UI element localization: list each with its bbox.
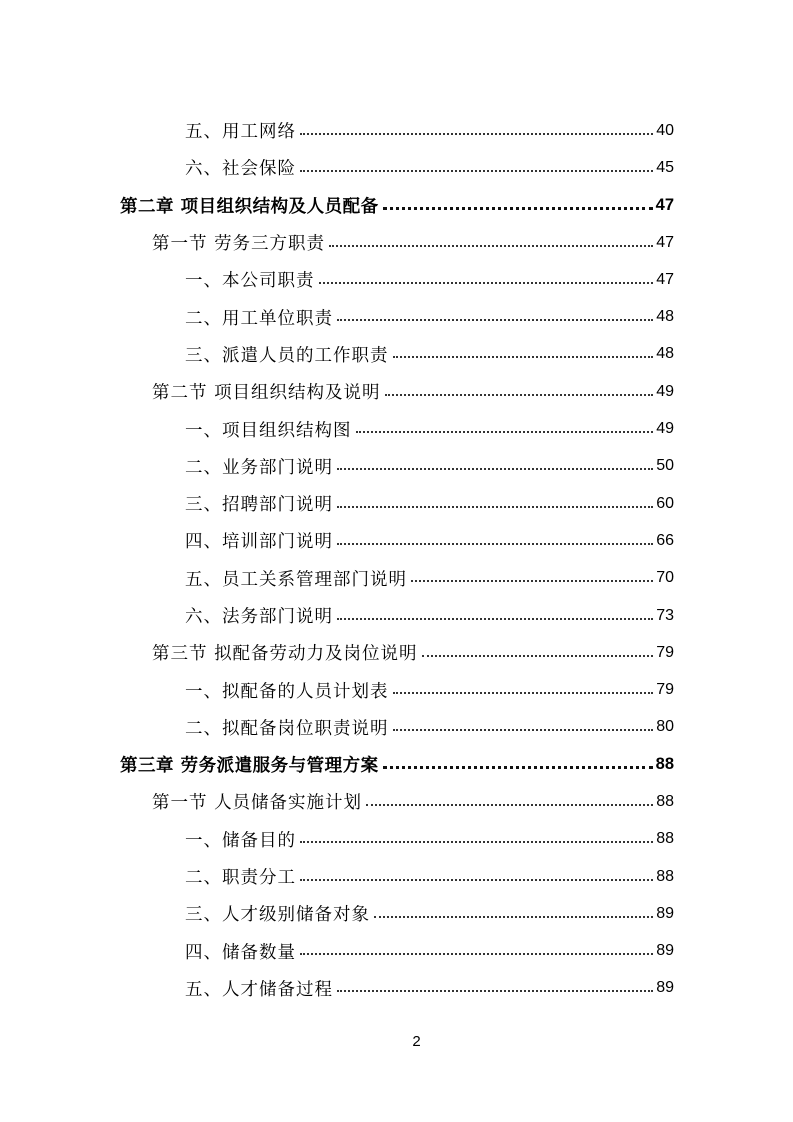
toc-entry-title: 六、法务部门说明 [185, 607, 333, 627]
toc-leader-dots [300, 879, 653, 881]
toc-entry-title: 一、项目组织结构图 [185, 420, 352, 441]
toc-entry-page: 79 [656, 681, 674, 699]
toc-entry-page: 89 [656, 979, 674, 997]
toc-entry[interactable] [0, 560, 793, 597]
toc-leader-dots [374, 916, 653, 918]
toc-leader-dots [356, 431, 654, 433]
toc-section-entry[interactable] [0, 634, 793, 671]
toc-entry-page: 47 [656, 270, 674, 288]
page-number: 2 [412, 1033, 421, 1050]
toc-entry[interactable] [0, 821, 793, 858]
toc-entry[interactable] [0, 448, 793, 485]
toc-entry-page: 48 [656, 345, 674, 363]
toc-leader-dots [337, 506, 653, 508]
toc-entry-title: 二、拟配备岗位职责说明 [185, 718, 389, 739]
toc-entry-page: 40 [656, 121, 674, 139]
toc-entry-title: 第二章 项目组织结构及人员配备 [120, 196, 379, 217]
toc-entry-page: 60 [656, 494, 674, 512]
toc-leader-dots [319, 282, 654, 284]
toc-leader-dots [329, 245, 653, 247]
toc-section-entry[interactable] [0, 783, 793, 820]
toc-entry[interactable] [0, 970, 793, 1007]
toc-leader-dots [393, 692, 654, 694]
toc-entry-title: 五、人才储备过程 [185, 979, 333, 1000]
toc-entry-page: 70 [656, 569, 674, 587]
toc-leader-dots [366, 804, 653, 806]
toc-entry[interactable] [0, 671, 793, 708]
toc-leader-dots [337, 468, 653, 470]
toc-entry-title: 三、派遣人员的工作职责 [185, 345, 389, 366]
toc-entry-title: 二、职责分工 [185, 868, 296, 889]
toc-entry[interactable] [0, 112, 793, 149]
toc-entry-title: 五、用工网络 [185, 122, 296, 143]
toc-entry-title: 第三章 劳务派遣服务与管理方案 [120, 756, 379, 777]
table-of-contents [0, 112, 793, 1007]
toc-section-entry[interactable] [0, 224, 793, 261]
toc-entry-title: 四、培训部门说明 [185, 532, 333, 553]
toc-entry-page: 47 [655, 195, 674, 214]
toc-entry-title: 二、用工单位职责 [185, 308, 333, 329]
toc-leader-dots [337, 543, 653, 545]
toc-leader-dots [337, 990, 653, 992]
toc-entry[interactable] [0, 485, 793, 522]
toc-leader-dots [300, 133, 653, 135]
toc-leader-dots [422, 655, 654, 657]
toc-entry[interactable] [0, 709, 793, 746]
toc-entry-title: 第一节 人员储备实施计划 [152, 793, 363, 814]
toc-entry[interactable] [0, 597, 793, 634]
toc-entry-title: 五、员工关系管理部门说明 [185, 569, 407, 590]
toc-entry-page: 80 [656, 718, 674, 736]
toc-entry-page: 49 [656, 382, 674, 400]
toc-entry-title: 一、本公司职责 [185, 271, 315, 292]
toc-entry-page: 66 [656, 531, 674, 549]
toc-entry-title: 第三节 拟配备劳动力及岗位说明 [152, 644, 418, 665]
toc-entry[interactable] [0, 933, 793, 970]
toc-entry-title: 三、招聘部门说明 [185, 495, 333, 516]
toc-entry[interactable] [0, 261, 793, 298]
toc-entry[interactable] [0, 298, 793, 335]
toc-entry-page: 88 [656, 867, 674, 885]
toc-entry-title: 六、社会保险 [185, 159, 296, 180]
toc-leader-dots [337, 618, 653, 620]
toc-entry[interactable] [0, 522, 793, 559]
toc-entry-page: 45 [656, 158, 674, 176]
toc-leader-dots [337, 319, 653, 321]
toc-entry-title: 一、储备目的 [185, 830, 296, 851]
toc-leader-dots [300, 953, 653, 955]
toc-leader-dots [385, 394, 654, 396]
toc-entry-page: 47 [656, 233, 674, 251]
toc-leader-dots [300, 170, 653, 172]
toc-leader-dots [411, 580, 653, 582]
toc-entry[interactable] [0, 149, 793, 186]
toc-entry-title: 第一节 劳务三方职责 [152, 234, 326, 255]
toc-leader-dots [300, 841, 653, 843]
toc-entry-page: 88 [656, 792, 674, 810]
toc-entry-title: 一、拟配备的人员计划表 [185, 681, 389, 702]
toc-leader-dots [393, 356, 654, 358]
toc-entry-page: 88 [655, 755, 674, 774]
toc-chapter-entry[interactable] [0, 746, 793, 783]
toc-leader-dots [383, 207, 653, 210]
toc-entry-page: 79 [656, 643, 674, 661]
toc-entry-page: 49 [656, 420, 674, 438]
toc-entry-page: 50 [656, 457, 674, 475]
toc-section-entry[interactable] [0, 373, 793, 410]
toc-leader-dots [393, 729, 654, 731]
toc-entry[interactable] [0, 410, 793, 447]
toc-entry-title: 三、人才级别储备对象 [185, 905, 370, 926]
toc-leader-dots [383, 766, 653, 769]
toc-entry-page: 89 [656, 904, 674, 922]
toc-entry-page: 73 [656, 606, 674, 624]
toc-entry-title: 二、业务部门说明 [185, 457, 333, 478]
toc-entry[interactable] [0, 336, 793, 373]
toc-entry[interactable] [0, 858, 793, 895]
toc-entry-title: 第二节 项目组织结构及说明 [152, 383, 381, 404]
toc-entry[interactable] [0, 895, 793, 932]
toc-entry-page: 48 [656, 308, 674, 326]
toc-chapter-entry[interactable] [0, 187, 793, 224]
toc-entry-page: 89 [656, 942, 674, 960]
toc-entry-page: 88 [656, 830, 674, 848]
toc-entry-title: 四、储备数量 [185, 942, 296, 963]
